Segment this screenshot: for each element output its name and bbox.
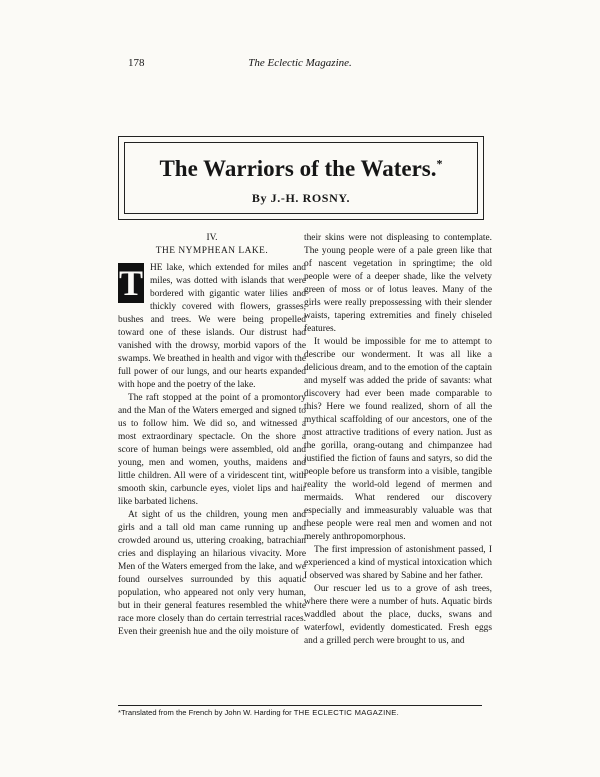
running-head (0, 57, 600, 73)
footnote-divider (118, 705, 482, 706)
footnote (118, 708, 498, 718)
paragraph: their skins were not displeasing to contemplate. The young people were of a pale green like that of nascent vegetation in springtime; the old people were of a deeper shade, like the velvety green of moss or of lotus leaves. Many of the girls were really prepossessing with their slender waists, tapering extremities and finely chiseled features. (304, 233, 492, 334)
paragraph: It would be impossible for me to attempt to describe our wonderment. It was all like a delicious dream, and to the emotion of the captain and myself was added the pride of savants: what discovery had ever been made comparable to this? Here we found realized, shorn of all the mythical scaffolding of our ancestors, one of the most attractive traditions of every nation. Just as the gorilla, orang-outang and chimpanzee had justified the fiction of fauns and satyrs, so did the people before us transform into a visible, tangible reality the world-old legend of mermen and mermaids. What rendered our discovery especially and immeasurably valuable was that these people were real men and women and not merely anthropomorphous. (304, 337, 492, 542)
footnote-magazine: THE ECLECTIC MAGAZINE. (293, 708, 400, 717)
drop-cap: T (118, 263, 143, 303)
footnote-text: *Translated from the French by John W. Harding for (118, 708, 294, 717)
article-title-text: The Warriors of the Waters. (159, 156, 437, 181)
paragraph: At sight of us the children, young men and girls and a tall old man came running up and crowded around us, uttering croaking, batrachian cries and displaying an hilarious vivacity. More Men of the Waters emerged from the lake, and we found ourselves surrounded by this aquatic population, who appeared not only very human, but in their general features resembled the white race more closely than do certain terrestrial races. Even their greenish hue and the oily moisture of (118, 510, 306, 637)
paragraph: The raft stopped at the point of a promontory and the Man of the Waters emerged and signed to us to follow him. We did so, and witnessed a most extraordinary spectacle. On the shore a score of human beings were assembled, old and young, men and women, youths, maidens and little children. All were of a viridescent tint, with smooth skin, carbuncle eyes, violet lips and hair like barbated lichens. (118, 393, 306, 507)
title-box (118, 136, 484, 220)
article-title (125, 156, 477, 182)
footnote-mark: * (436, 156, 443, 171)
paragraph: Our rescuer led us to a grove of ash trees, where there were a number of huts. Aquatic birds waddled about the place, ducks, swans and waterfowl, evidently domesticated. Fresh eggs and a grilled perch were brought to us, and (304, 584, 492, 646)
paragraph-text: HE lake, which extended for miles and miles, was dotted with islands that were bordered with gigantic water lilies and thickly covered with flowers, grasses, bushes and trees. We were being propelled toward one of these islands. Our distrust had vanished with the drowsy, morbid vapors of the swamps. We breathed in health and vigor with the full power of our lungs, and our hearts expanded with hope and the poetry of the lake. (118, 263, 306, 390)
section-numeral: IV. (206, 233, 218, 243)
paragraph: The first impression of astonishment passed, I experienced a kind of mystical intoxication which I observed was shared by Sabine and her father. (304, 545, 492, 581)
title-box-inner-border (124, 142, 478, 214)
section-heading: THE NYMPHEAN LAKE. (155, 246, 269, 256)
right-column (304, 232, 492, 648)
byline: By J.-H. ROSNY. (251, 191, 351, 205)
paragraph (118, 262, 306, 392)
page-number: 178 (128, 57, 145, 69)
magazine-title: The Eclectic Magazine. (248, 57, 352, 69)
left-column (118, 232, 306, 639)
